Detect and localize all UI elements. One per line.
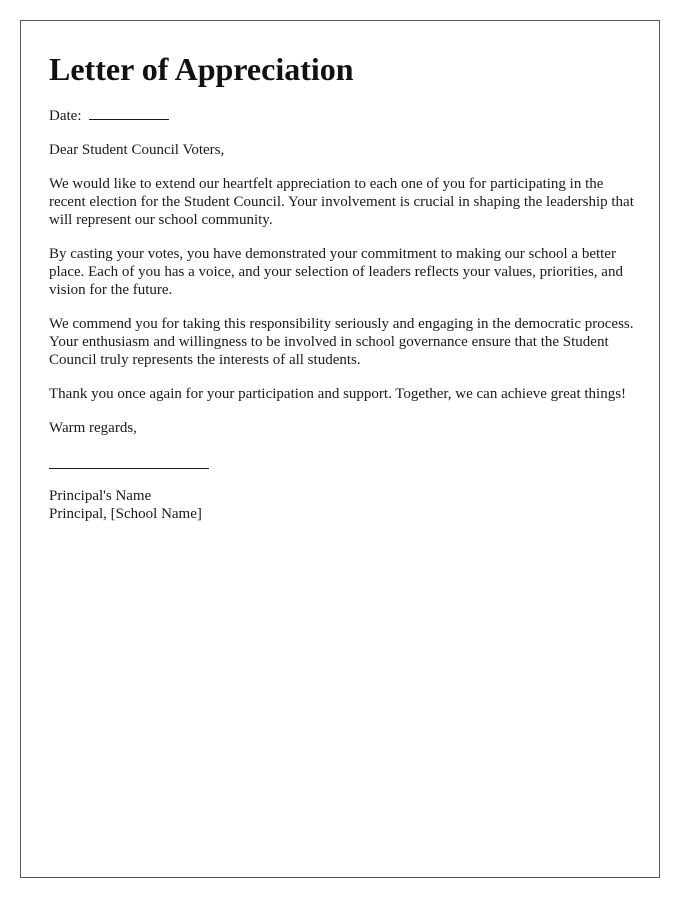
date-blank-line <box>89 105 169 120</box>
letter-page <box>20 20 660 878</box>
closing: Warm regards, <box>49 420 137 436</box>
signature-line <box>49 468 209 469</box>
letter-content <box>49 51 634 523</box>
letter-title: Letter of Appreciation <box>49 51 354 87</box>
body-paragraph: By casting your votes, you have demonstrated your commitment to making our school a better place. Each of you has a voice, and your selection of leaders reflects your values, priorities, and vision for the future. <box>49 246 623 298</box>
salutation: Dear Student Council Voters, <box>49 142 225 158</box>
body-paragraph: We would like to extend our heartfelt appreciation to each one of you for participating in the recent election for the Student Council. Your involvement is crucial in shaping the leadership that will represent our school community. <box>49 176 634 228</box>
signature-block <box>49 487 634 523</box>
body-paragraph: Thank you once again for your participation and support. Together, we can achieve great things! <box>49 386 627 402</box>
body-paragraph: We commend you for taking this responsibility seriously and engaging in the democratic process. Your enthusiasm and willingness to be involved in school governance ensure that the Student Council truly represents the interests of all students. <box>49 316 634 368</box>
signer-title: Principal, [School Name] <box>49 506 202 522</box>
date-label: Date: <box>49 108 82 124</box>
date-line <box>49 105 634 125</box>
signer-name: Principal's Name <box>49 488 152 504</box>
